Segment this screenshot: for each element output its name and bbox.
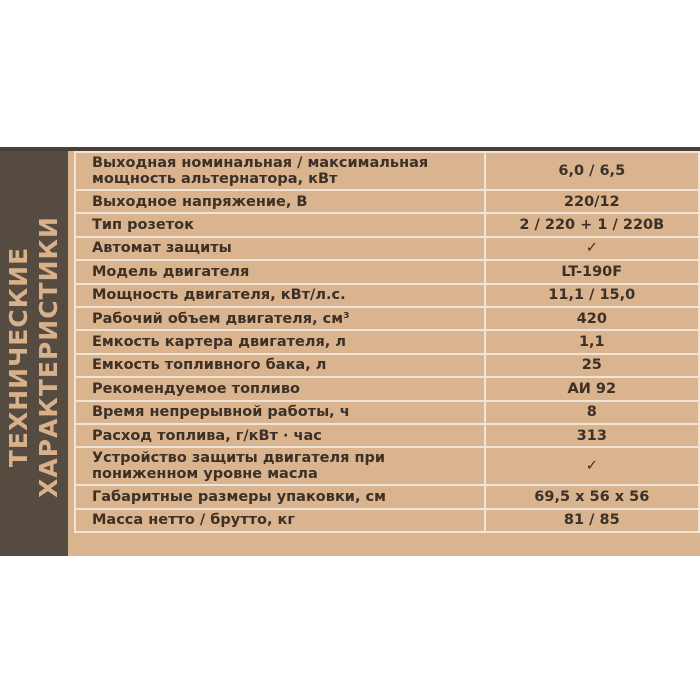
spec-row-fuel-tank bbox=[75, 354, 699, 377]
side-title bbox=[4, 157, 64, 556]
spec-row-circuit-breaker bbox=[75, 237, 699, 260]
spec-row-crankcase bbox=[75, 330, 699, 353]
spec-row-fuel-consumption bbox=[75, 424, 699, 447]
spec-param bbox=[75, 152, 485, 190]
spec-row-engine-model bbox=[75, 260, 699, 283]
spec-value: 6,0 / 6,5 bbox=[485, 152, 699, 190]
spec-param-line-1: Устройство защиты двигателя при bbox=[92, 450, 386, 467]
spec-row-engine-power bbox=[75, 284, 699, 307]
spec-value: АИ 92 bbox=[485, 377, 699, 400]
spec-param: Время непрерывной работы, ч bbox=[75, 401, 485, 424]
spec-value: 220/12 bbox=[485, 190, 699, 213]
spec-row-weight bbox=[75, 509, 699, 532]
spec-value: 2 / 220 + 1 / 220В bbox=[485, 213, 699, 236]
spec-row-low-oil-protection bbox=[75, 447, 699, 485]
spec-value: 81 / 85 bbox=[485, 509, 699, 532]
spec-param-line-2: пониженном уровне масла bbox=[92, 466, 318, 483]
spec-param bbox=[75, 447, 485, 485]
side-title-band bbox=[0, 151, 68, 556]
spec-value: LT-190F bbox=[485, 260, 699, 283]
spec-param: Расход топлива, г/кВт · час bbox=[75, 424, 485, 447]
spec-param: Рекомендуемое топливо bbox=[75, 377, 485, 400]
spec-value: 8 bbox=[485, 401, 699, 424]
spec-param: Масса нетто / брутто, кг bbox=[75, 509, 485, 532]
spec-param: Емкость картера двигателя, л bbox=[75, 330, 485, 353]
spec-row-displacement bbox=[75, 307, 699, 330]
spec-value: 69,5 x 56 x 56 bbox=[485, 485, 699, 508]
spec-row-rated-power bbox=[75, 152, 699, 190]
spec-row-runtime bbox=[75, 401, 699, 424]
spec-row-package-dimensions bbox=[75, 485, 699, 508]
spec-param: Тип розеток bbox=[75, 213, 485, 236]
spec-row-socket-type bbox=[75, 213, 699, 236]
spec-value: 420 bbox=[485, 307, 699, 330]
cardboard-box-label bbox=[0, 147, 700, 556]
spec-param: Габаритные размеры упаковки, см bbox=[75, 485, 485, 508]
spec-value: 313 bbox=[485, 424, 699, 447]
spec-param: Мощность двигателя, кВт/л.с. bbox=[75, 284, 485, 307]
spec-value: 11,1 / 15,0 bbox=[485, 284, 699, 307]
side-title-line-1: ТЕХНИЧЕСКИЕ bbox=[4, 246, 33, 468]
spec-param: Рабочий объем двигателя, см³ bbox=[75, 307, 485, 330]
specifications-table bbox=[74, 151, 700, 533]
spec-row-fuel-type bbox=[75, 377, 699, 400]
spec-param: Модель двигателя bbox=[75, 260, 485, 283]
spec-value: 1,1 bbox=[485, 330, 699, 353]
spec-param-line-2: мощность альтернатора, кВт bbox=[92, 171, 338, 187]
spec-param: Автомат защиты bbox=[75, 237, 485, 260]
spec-value: ✓ bbox=[485, 237, 699, 260]
side-title-line-2: ХАРАКТЕРИСТИКИ bbox=[34, 216, 63, 498]
spec-param: Выходное напряжение, В bbox=[75, 190, 485, 213]
spec-row-output-voltage bbox=[75, 190, 699, 213]
spec-value: 25 bbox=[485, 354, 699, 377]
spec-param-line-1: Выходная номинальная / максимальная bbox=[92, 155, 429, 171]
spec-param: Емкость топливного бака, л bbox=[75, 354, 485, 377]
spec-value: ✓ bbox=[485, 447, 699, 485]
